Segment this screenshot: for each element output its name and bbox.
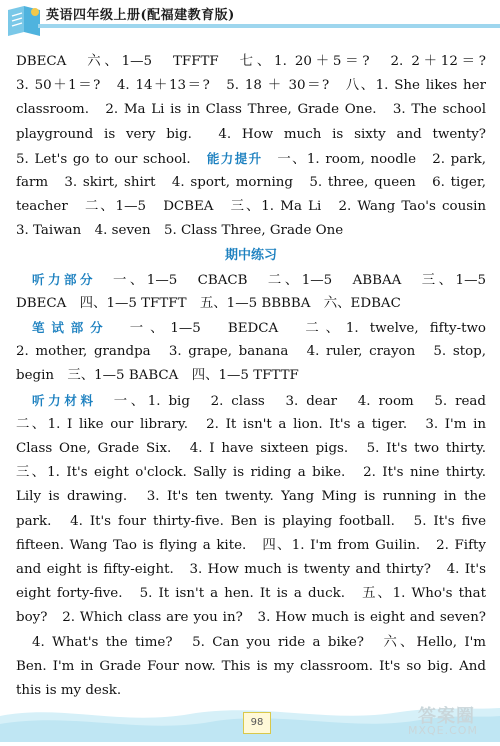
section-label: 听力材料 — [32, 392, 97, 408]
text-line — [16, 147, 486, 171]
text-line — [16, 50, 486, 74]
text-line — [16, 389, 486, 413]
line-text: classroom. 2. Ma Li is in Class Three, Grade One. 3. The school — [16, 102, 486, 118]
text-line — [16, 485, 486, 509]
text-line — [16, 534, 486, 558]
answer-text — [16, 50, 486, 703]
book-title: 英语四年级上册(配福建教育版) — [46, 8, 235, 23]
line-text: this is my desk. — [16, 682, 122, 698]
line-text: Lily is drawing. 3. It's ten twenty. Yang Ming is running in the — [16, 489, 486, 505]
line-text: 三、1. It's eight o'clock. Sally is riding a bike. 2. It's nine thirty. — [16, 465, 486, 481]
text-line — [16, 171, 486, 195]
text-line — [16, 606, 486, 630]
line-text: 3. 50＋1＝? 4. 14＋13＝? 5. 18 ＋ 30＝? 八、1. She likes her — [16, 78, 486, 94]
line-text: 一、1. room, noodle 2. park, — [262, 151, 486, 167]
book-logo-icon — [2, 2, 44, 42]
text-line — [16, 268, 486, 292]
page-number: 98 — [243, 712, 271, 734]
line-text: 一、1—5 BEDCA 二、1. twelve, fifty-two — [109, 321, 486, 337]
text-line — [16, 510, 486, 534]
text-line — [16, 558, 486, 582]
section-label: 听力部分 — [32, 271, 97, 287]
text-line — [16, 655, 486, 679]
line-text: Class One, Grade Six. 4. I have sixteen pigs. 5. It's two thirty. — [16, 441, 486, 456]
line-text: 4. What's the time? 5. Can you ride a bike? 六、Hello, I'm — [32, 634, 486, 650]
text-line — [16, 74, 486, 98]
line-text: boy? 2. Which class are you in? 3. How much is eight and seven? — [16, 610, 486, 626]
text-line — [16, 461, 486, 485]
section-label: 笔试部分 — [32, 320, 110, 336]
text-line — [16, 340, 486, 364]
line-text: farm 3. skirt, shirt 4. sport, morning 5. three, queen 6. tiger, — [16, 174, 486, 190]
line-text: 期中练习 — [224, 247, 277, 263]
text-line — [16, 364, 486, 388]
line-text: eight forty-five. 5. It isn't a hen. It is a duck. 五、1. Who's that — [16, 586, 486, 602]
text-line — [16, 582, 486, 606]
line-text: teacher 二、1—5 DCBEA 三、1. Ma Li 2. Wang Tao's cousin — [16, 199, 486, 215]
line-text: 一、1. big 2. class 3. dear 4. room 5. read — [96, 393, 486, 409]
text-line — [16, 123, 486, 147]
text-line — [16, 195, 486, 219]
line-text: park. 4. It's four thirty-five. Ben is playing football. 5. It's five — [16, 513, 486, 529]
text-line — [16, 413, 486, 437]
page-header — [0, 0, 500, 44]
header-bar — [38, 24, 500, 28]
line-text: DBECA 六、1—5 TFFTF 七、1. 20＋5＝? 2. 2＋12＝? — [16, 54, 486, 69]
watermark — [400, 702, 498, 740]
line-text: 3. Taiwan 4. seven 5. Class Three, Grade One — [16, 223, 344, 239]
line-text: Ben. I'm in Grade Four now. This is my classroom. It's so big. And — [16, 658, 486, 674]
text-line — [16, 98, 486, 122]
line-text: and eight is fifty-eight. 3. How much is twenty and thirty? 4. It's — [16, 561, 486, 577]
line-text: 2. mother, grandpa 3. grape, banana 4. ruler, crayon 5. stop, — [16, 344, 486, 360]
text-line — [16, 316, 486, 340]
text-line — [16, 631, 486, 655]
line-text: fifteen. Wang Tao is flying a kite. 四、1. I'm from Guilin. 2. Fifty — [16, 537, 486, 553]
text-line — [16, 437, 486, 461]
line-text: playground is very big. 4. How much is sixty and twenty? — [16, 126, 486, 142]
section-label: 能力提升 — [206, 150, 263, 166]
section-title — [16, 244, 486, 268]
watermark-line1: 答案圈 — [418, 706, 475, 727]
line-text: 5. Let's go to our school. — [16, 151, 207, 167]
line-text: begin 三、1—5 BABCA 四、1—5 TFTTF — [16, 368, 299, 384]
watermark-line2: MXQE.COM — [408, 724, 478, 737]
line-text: DBECA 四、1—5 TFTFT 五、1—5 BBBBA 六、EDBAC — [16, 295, 401, 311]
line-text: 二、1. I like our library. 2. It isn't a lion. It's a tiger. 3. I'm in — [16, 416, 486, 432]
text-line — [16, 292, 486, 316]
line-text: 一、1—5 CBACB 二、1—5 ABBAA 三、1—5 — [96, 272, 486, 288]
text-line — [16, 219, 486, 243]
